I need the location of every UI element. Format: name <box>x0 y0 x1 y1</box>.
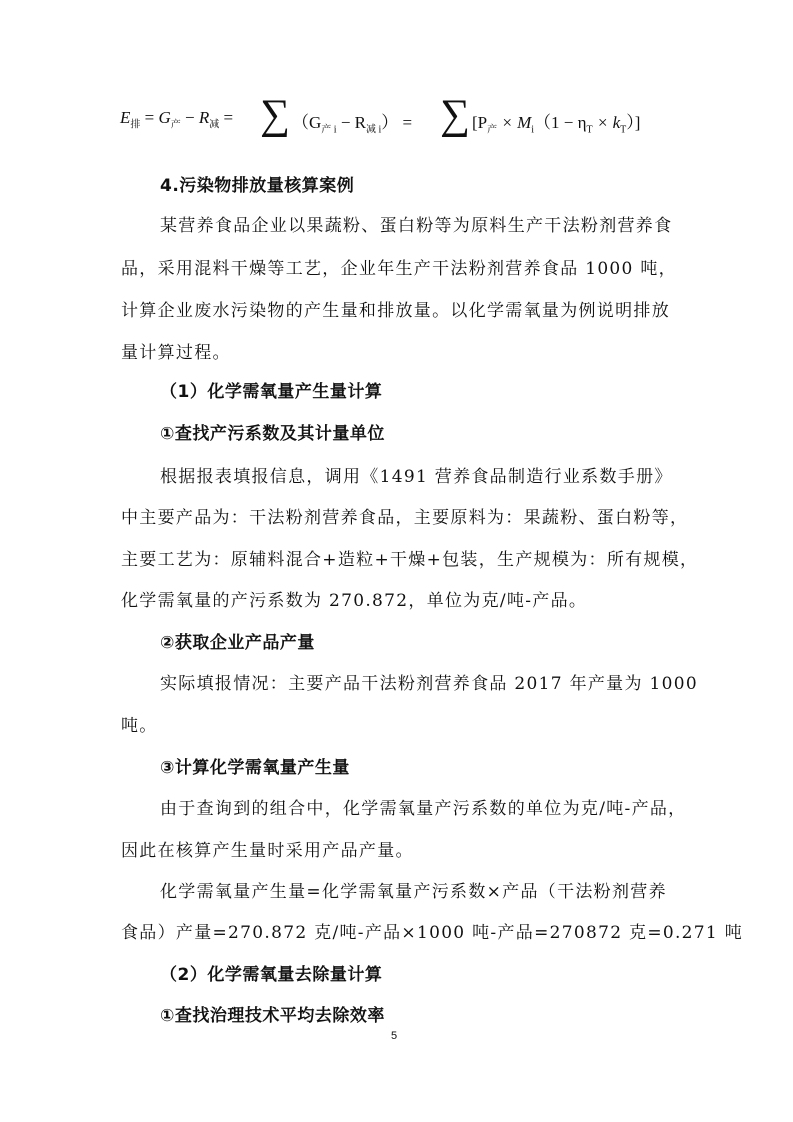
formula-G-sub: 产 <box>170 119 181 131</box>
formula-lhs: $E_排 = G_产 - R_减$ = <box>120 108 234 131</box>
section-heading-4: 4.污染物排放量核算案例 <box>160 176 355 196</box>
paragraph-4-line-2: 因此在核算产生量时采用产品产量。 <box>121 841 414 861</box>
formula-inner2-times: × k <box>592 113 621 132</box>
formula-inner2-sub2: i <box>531 124 535 136</box>
paragraph-1-line-3: 计算企业废水污染物的产生量和排放量。以化学需氧量为例说明排放 <box>121 301 670 321</box>
paragraph-5-line-1: 化学需氧量产生量=化学需氧量产污系数×产品（干法粉剂营养 <box>160 882 667 902</box>
paragraph-1-line-2: 品，采用混料干燥等工艺，企业年生产干法粉剂营养食品 1000 吨， <box>121 259 677 279</box>
formula-term-1 <box>292 108 412 135</box>
formula-inner2-paren: （1 − η <box>534 113 587 132</box>
sum-symbol-1: ∑ <box>260 92 290 138</box>
formula-inner1-sub: 产 i <box>321 124 337 136</box>
formula-inner1: （G <box>292 113 322 132</box>
paragraph-2-line-3: 主要工艺为：原辅料混合+造粒+干燥+包装，生产规模为：所有规模， <box>121 550 699 570</box>
formula-eq1: = <box>223 108 234 127</box>
step-heading-1: ①查找产污系数及其计量单位 <box>160 424 385 444</box>
sum-symbol-2: ∑ <box>440 92 470 138</box>
subsection-heading-2: （2）化学需氧量去除量计算 <box>160 965 383 985</box>
step-heading-3: ③计算化学需氧量产生量 <box>160 758 350 778</box>
formula-inner2-sub: 产 <box>487 124 498 136</box>
paragraph-5-line-2: 食品）产量=270.872 克/吨-产品×1000 吨-产品=270872 克=0.271 吨 <box>121 923 744 943</box>
formula-inner2-rest: × M <box>497 113 532 132</box>
formula-inner2-end: ）] <box>626 113 641 132</box>
formula-term-2 <box>472 108 640 135</box>
formula-eq0: = <box>144 108 155 127</box>
formula-inner1-mid: − R <box>336 113 366 132</box>
paragraph-4-line-1: 由于查询到的组合中，化学需氧量产污系数的单位为克/吨-产品， <box>160 799 687 819</box>
formula-inner1-end: ） <box>381 113 399 132</box>
subsection-heading-1: （1）化学需氧量产生量计算 <box>160 382 383 402</box>
paragraph-2-line-1: 根据报表填报信息，调用《1491 营养食品制造行业系数手册》 <box>160 467 673 487</box>
emission-formula <box>120 92 680 144</box>
formula-R: R <box>198 108 210 127</box>
formula-inner2-sub4: T <box>620 124 627 136</box>
formula-eq2: = <box>402 113 413 132</box>
step-heading-2: ②获取企业产品产量 <box>160 633 315 653</box>
formula-inner1-sub2: 减 i <box>366 124 382 136</box>
paragraph-2-line-4: 化学需氧量的产污系数为 270.872，单位为克/吨-产品。 <box>121 591 588 611</box>
paragraph-3-line-1: 实际填报情况：主要产品干法粉剂营养食品 2017 年产量为 1000 <box>160 674 698 694</box>
paragraph-3-line-2: 吨。 <box>121 716 158 736</box>
step-heading-4: ①查找治理技术平均去除效率 <box>160 1006 385 1026</box>
formula-R-sub: 减 <box>209 119 220 131</box>
formula-inner2-sub3: T <box>586 124 593 136</box>
formula-inner2: [P <box>472 113 488 132</box>
paragraph-1-line-4: 量计算过程。 <box>121 343 231 363</box>
paragraph-2-line-2: 中主要产品为：干法粉剂营养食品，主要原料为：果蔬粉、蛋白粉等， <box>121 508 689 528</box>
formula-E: E <box>120 108 131 127</box>
formula-E-sub: 排 <box>130 119 141 131</box>
formula-G: G <box>158 108 171 127</box>
paragraph-1-line-1: 某营养食品企业以果蔬粉、蛋白粉等为原料生产干法粉剂营养食 <box>160 216 673 236</box>
page-number: 5 <box>391 1030 398 1042</box>
